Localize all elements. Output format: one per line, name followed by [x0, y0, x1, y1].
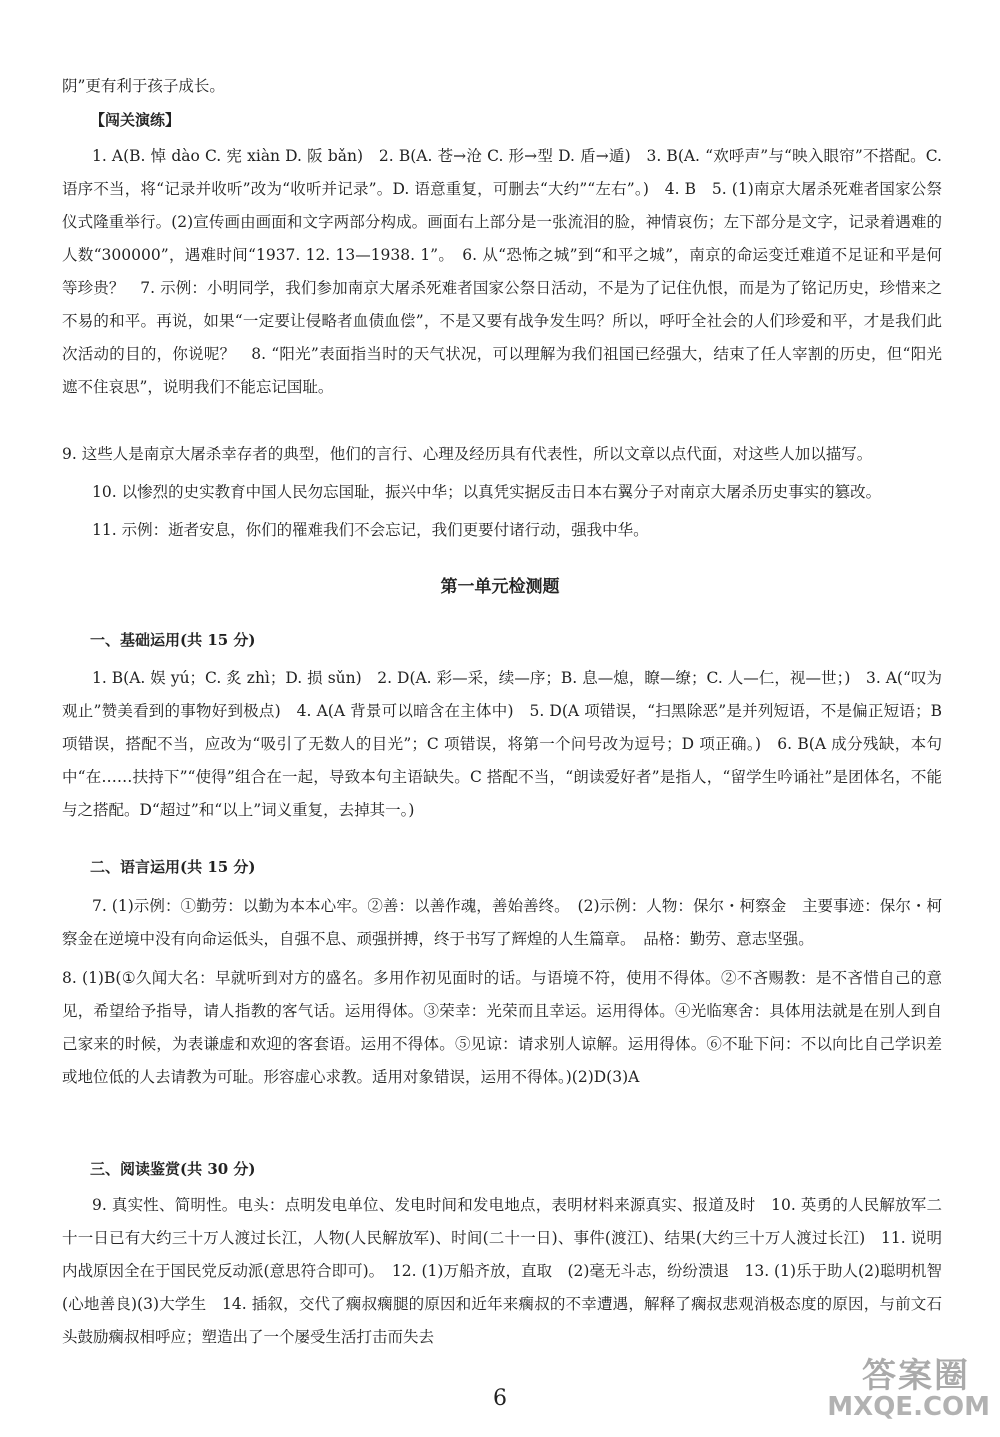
- watermark: [790, 1348, 990, 1430]
- answer-paragraph-8-phrases: 8. (1)B(①久闻大名：早就听到对方的盛名。多用作初见面时的话。与语境不符，使用不得体。②不吝赐教：是不吝惜自己的意见，希望给予指导，请人指教的客气话。运用得体。③荣幸：光荣而且幸运。运用得体。④光临寒舍：具体用法就是在别人到自己家来的时候，为表谦虚和欢迎的客套语。运用不得体。⑤见谅：请求别人谅解。运用得体。⑥不耻下问：不以向比自己学识差或地位低的人去请教为可耻。形容虚心求教。适用对象错误，运用不得体。)(2)D(3)A: [62, 969, 942, 1086]
- answer-paragraph-9: 9. 这些人是南京大屠杀幸存者的典型，他们的言行、心理及经历具有代表性，所以文章以点代面，对这些人加以描写。: [62, 445, 873, 463]
- watermark-url: MXQE.COM: [827, 1392, 990, 1422]
- section-heading-practice: 【闯关演练】: [90, 111, 181, 129]
- paragraph-continuation: 阴”更有利于孩子成长。: [62, 77, 225, 95]
- answer-paragraph-10: 10. 以惨烈的史实教育中国人民勿忘国耻，振兴中华；以真凭实据反击日本右翼分子对南京大屠杀历史事实的篡改。: [92, 483, 882, 501]
- answer-paragraph-11: 11. 示例：逝者安息，你们的罹难我们不会忘记，我们更要付诸行动，强我中华。: [92, 521, 649, 539]
- section-heading-language: 二、语言运用(共 15 分): [90, 858, 256, 876]
- watermark-logo: 答案圈: [862, 1356, 970, 1396]
- answer-paragraph-7: 7. (1)示例：①勤劳：以勤为本本心牢。②善：以善作魂，善始善终。 (2)示例：人物：保尔・柯察金 主要事迹：保尔・柯察金在逆境中没有向命运低头，自强不息、顽强拼搏，终于书写了辉煌的人生篇章。 品格：勤劳、意志坚强。: [62, 897, 942, 948]
- answer-paragraph-basic: 1. B(A. 娱 yú；C. 炙 zhì；D. 损 sǔn) 2. D(A. 彩—采，续—序；B. 息—熄，瞭—缭；C. 人—仁，视—世；) 3. A(“叹为观止”赞美看到的事物好到极点) 4. A(A 背景可以暗含在主体中) 5. D(A 项错误，“扫黑除恶”是并列短语，不是偏正短语；B 项错误，搭配不当，应改为“吸引了无数人的目光”；C 项错误，将第一个问号改为逗号；D 项正确。) 6. B(A 成分残缺，本句中“在……扶持下”“使得”组合在一起，导致本句主语缺失。C 搭配不当，“朗读爱好者”是指人，“留学生吟诵社”是团体名，不能与之搭配。D“超过”和“以上”词义重复，去掉其一。): [62, 669, 942, 819]
- page-number: 6: [493, 1386, 507, 1411]
- answer-paragraph-1-8: 1. A(B. 悼 dào C. 宪 xiàn D. 阪 bǎn) 2. B(A. 苍→沧 C. 形→型 D. 盾→遁) 3. B(A. “欢呼声”与“映入眼帘”不搭配。C. 语序不当，将“记录并收听”改为“收听并记录”。D. 语意重复，可删去“大约”“左右”。) 4. B 5. (1)南京大屠杀死难者国家公祭仪式隆重举行。(2)宣传画由画面和文字两部分构成。画面右上部分是一张流泪的脸，神情哀伤；左下部分是文字，记录着遇难的人数“300000”，遇难时间“1937. 12. 13—1938. 1”。 6. 从“恐怖之城”到“和平之城”，南京的命运变迁难道不足证和平是何等珍贵？ 7. 示例：小明同学，我们参加南京大屠杀死难者国家公祭日活动，不是为了记住仇恨，而是为了铭记历史，珍惜来之不易的和平。再说，如果“一定要让侵略者血债血偿”，不是又要有战争发生吗？所以，呼吁全社会的人们珍爱和平，才是我们此次活动的目的，你说呢？ 8. “阳光”表面指当时的天气状况，可以理解为我们祖国已经强大，结束了任人宰割的历史，但“阳光遮不住哀思”，说明我们不能忘记国耻。: [62, 147, 942, 396]
- section-heading-basic: 一、基础运用(共 15 分): [90, 631, 256, 649]
- section-heading-reading: 三、阅读鉴赏(共 30 分): [90, 1160, 256, 1178]
- answer-paragraph-reading: 9. 真实性、简明性。电头：点明发电单位、发电时间和发电地点，表明材料来源真实、报道及时 10. 英勇的人民解放军二十一日已有大约三十万人渡过长江，人物(人民解放军)、时间(二十一日)、事件(渡江)、结果(大约三十万人渡过长江) 11. 说明内战原因全在于国民党反动派(意思符合即可)。 12. (1)万船齐放，直取 (2)毫无斗志，纷纷溃退 13. (1)乐于助人(2)聪明机智(心地善良)(3)大学生 14. 插叙，交代了瘸叔瘸腿的原因和近年来瘸叔的不幸遭遇，解释了瘸叔悲观消极态度的原因，与前文石头鼓励瘸叔相呼应；塑造出了一个屡受生活打击而失去: [62, 1196, 942, 1346]
- unit-test-title: 第一单元检测题: [440, 577, 560, 597]
